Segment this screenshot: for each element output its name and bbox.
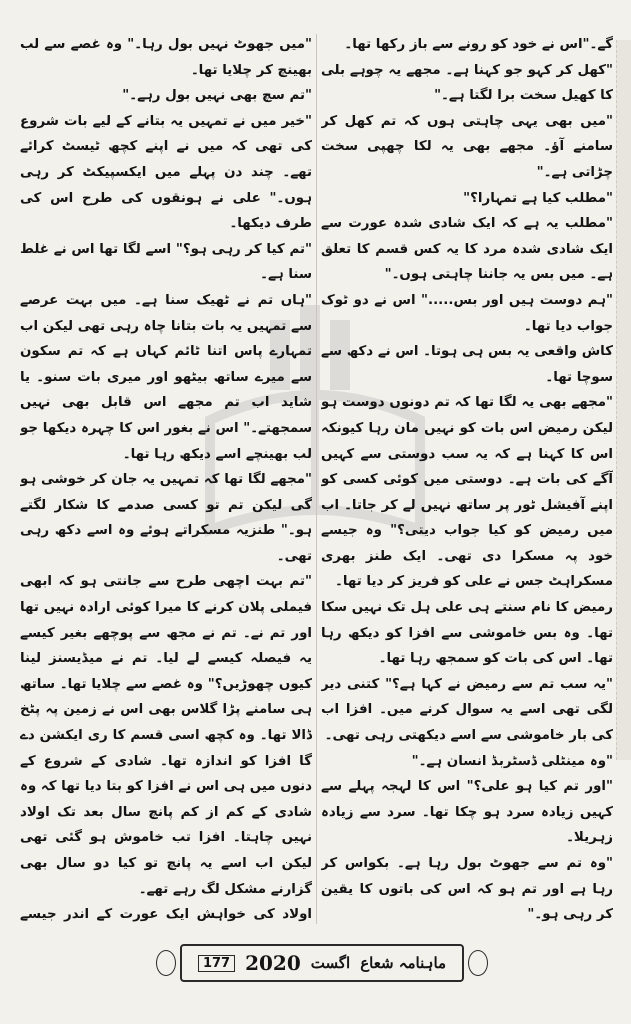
paragraph: "یہ سب تم سے رمیض نے کہا ہے؟" کتنی دیر لگی تھی اسے یہ سوال کرنے میں۔ افزا اب کی بار خاموشی سے اسے دیکھتی رہی تھی۔ bbox=[321, 676, 613, 744]
page-binding-edge bbox=[616, 40, 631, 760]
paragraph: "کھل کر کہو جو کہنا ہے۔ مجھے یہ چوہے بلی کا کھیل سخت برا لگتا ہے۔" bbox=[321, 62, 613, 104]
column-divider bbox=[316, 34, 317, 924]
paragraph: "میں بھی یہی چاہتی ہوں کہ تم کھل کر سامنے آؤ۔ مجھے بھی یہ لکا چھپی سخت چڑاتی ہے۔" bbox=[321, 113, 613, 180]
paragraph: "ہم دوست ہیں اور بس....." اس نے دو ٹوک جواب دیا تھا۔ bbox=[321, 292, 613, 334]
paragraph: "مطلب کیا ہے تمہارا؟" bbox=[463, 190, 613, 206]
paragraph: "میں جھوٹ نہیں بول رہا۔" وہ غصے سے لب بھینچ کر چلایا تھا۔ bbox=[20, 37, 312, 78]
issue-year: 2020 bbox=[245, 951, 301, 975]
paragraph: گے۔"اس نے خود کو رونے سے باز رکھا تھا۔ bbox=[344, 37, 613, 52]
paragraph: "مجھے لگا تھا کہ تمہیں یہ جان کر خوشی ہو گی لیکن تم تو کسی صدمے کا شکار لگتے ہو۔" طنزیہ مسکراتے ہوئے وہ اسے دکھ رہی تھی۔ bbox=[20, 472, 312, 564]
paragraph: "ہاں تم نے ٹھیک سنا ہے۔ میں بہت عرصے سے تمہیں یہ بات بتانا چاہ رہی تھی لیکن اب تمہارے پاس اتنا ٹائم کہاں ہے کہ تم سکون سے میرے ساتھ بیٹھو اور میری بات سنو۔ یا شاید اب تم مجھے اس قابل بھی نہیں سمجھتے۔" اس نے بغور اس کا چہرہ دیکھا جو لب بھینچے اسے دیکھ رہا تھا۔ bbox=[20, 292, 312, 462]
paragraph bbox=[321, 928, 613, 932]
paragraph: "تم کیا کر رہی ہو؟" اسے لگا تھا اس نے غلط سنا ہے۔ bbox=[20, 241, 312, 283]
paragraph: "وہ تم سے جھوٹ بول رہا ہے۔ بکواس کر رہا ہے اور تم ہو کہ اس کی باتوں کا یقین کر رہی ہو۔" bbox=[321, 856, 613, 923]
page-footer bbox=[180, 944, 464, 982]
paragraph: اولاد کی خواہش ایک عورت کے اندر جیسے bbox=[20, 907, 312, 923]
issue-month: اگست bbox=[310, 954, 351, 972]
paragraph: "مجھے بھی یہ لگا تھا کہ تم دونوں دوست ہو لیکن رمیض اس بات کو نہیں مان رہا کیونکہ اس کا کہنا ہے کہ یہ سب دوستی سے کہیں آگے کی بات ہے۔ دوستی میں کوئی کسی کو اپنے آفیشل ٹور پر ساتھ نہیں لے کر جاتا۔ اب میں رمیض کو کیا جواب دیتی؟" وہ جیسے خود پہ مسکرا دی تھی۔ ایک طنز بھری مسکراہٹ جس نے علی کو فریز کر دیا تھا۔ bbox=[321, 395, 613, 590]
paragraph: رمیض کا نام سنتے ہی علی ہل تک نہیں سکا تھا۔ وہ بس خاموشی سے افزا کو دیکھ رہا تھا۔ اس کی بات کو سمجھ رہا تھا۔ bbox=[321, 600, 613, 667]
paragraph: "مطلب یہ ہے کہ ایک شادی شدہ عورت سے ایک شادی شدہ مرد کا یہ کس قسم کا تعلق ہے۔ میں بس یہ جاننا چاہتی ہوں۔" bbox=[321, 216, 613, 283]
page-number: 177 bbox=[198, 955, 235, 972]
magazine-title: ماہنامہ شعاع bbox=[360, 954, 447, 972]
right-column bbox=[321, 32, 613, 932]
paragraph: کاش واقعی یہ بس ہی ہوتا۔ اس نے دکھ سے سوچا تھا۔ bbox=[321, 344, 613, 385]
paragraph: "اور تم کیا ہو علی؟" اس کا لہجہ پہلے سے کہیں زیادہ سرد ہو چکا تھا۔ سرد سے زیادہ زہریلا۔ bbox=[321, 779, 613, 846]
paragraph: "خیر میں نے تمہیں یہ بتانے کے لیے بات شروع کی تھی کہ میں نے اپنے کچھ ٹیسٹ کرائے تھے۔ چند دن پہلے میں ایکسپیکٹ کر رہی ہوں۔" علی نے ہونقوں کی طرح اس کی طرف دیکھا۔ bbox=[20, 113, 312, 232]
paragraph: "وہ مینٹلی ڈسٹربڈ انسان ہے۔" bbox=[411, 753, 613, 769]
paragraph: "تم بہت اچھی طرح سے جانتی ہو کہ ابھی فیملی پلان کرنے کا میرا کوئی ارادہ نہیں تھا اور تم نے۔ تم نے مجھ سے پوچھے بغیر کیسے یہ فیصلہ کیسے لے لیا۔ تم نے میڈیسنز لینا کیوں چھوڑیں؟" وہ غصے سے چلایا تھا۔ ساتھ ہی سامنے پڑا گلاس بھی اس نے زمین پہ پٹخ ڈالا تھا۔ وہ کچھ اسی قسم کا ری ایکشن دے گا افزا کو اندازہ تھا۔ شادی کے شروع کے دنوں میں ہی اس نے افزا کو بتا دیا تھا کہ وہ شادی کے کم از کم پانچ سال بعد تک اولاد نہیں چاہتا۔ افزا تب خاموش ہو گئی تھی لیکن اب اسے یہ پانچ تو کیا دو سال بھی گزارنے مشکل لگ رہے تھے۔ bbox=[20, 574, 312, 897]
left-column bbox=[20, 32, 312, 932]
paragraph: "تم سچ بھی نہیں بول رہے۔" bbox=[122, 88, 312, 104]
